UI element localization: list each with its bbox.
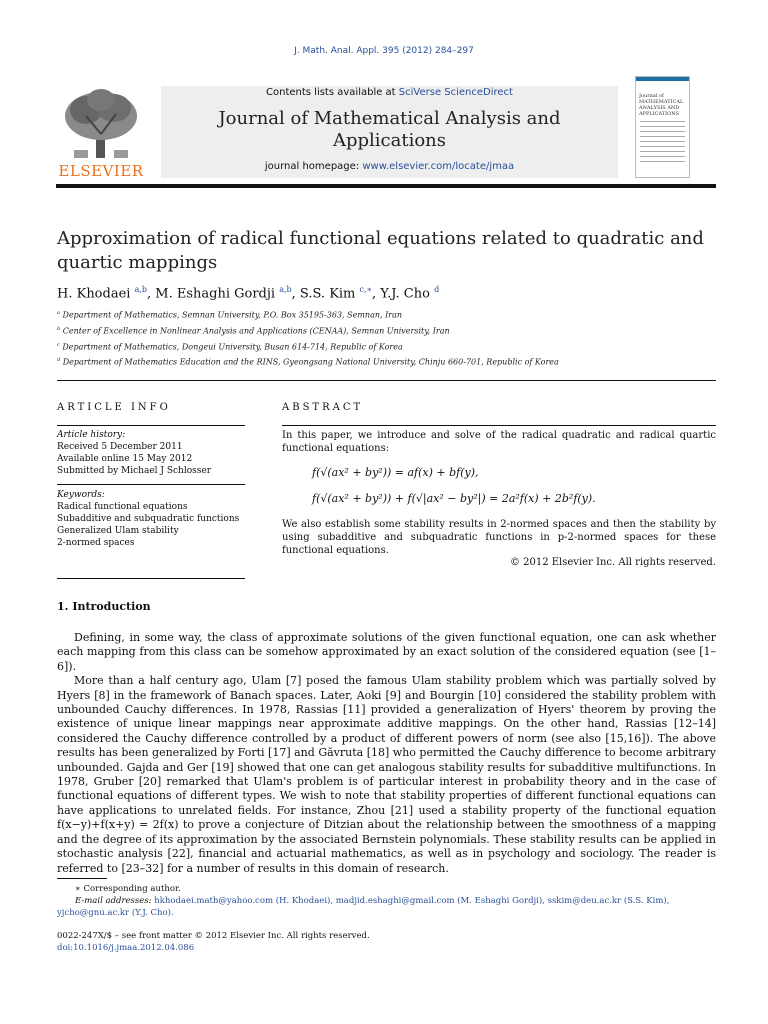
history-item: Available online 15 May 2012 (57, 454, 193, 464)
homepage-prefix: journal homepage: (264, 161, 363, 172)
journal-homepage (161, 161, 618, 172)
paper-title: Approximation of radical functional equations related to quadratic and quartic mappings (57, 228, 704, 273)
cover-title: Journal of MATHEMATICAL ANALYSIS AND APPLICATIONS (639, 93, 684, 117)
journal-cover-thumbnail[interactable] (635, 76, 690, 178)
contents-prefix: Contents lists available at (266, 87, 399, 98)
elsevier-logo[interactable] (56, 86, 146, 180)
author-list: H. Khodaei $^{a,b}$, M. Eshaghi Gordji $^{a,b}$, S.S. Kim $^{c,∗}$, Y.J. Cho $^d$ (57, 285, 440, 302)
paragraph: More than a half century ago, Ulam [7] posed the famous Ulam stability problem which was partially solved by Hyers [8] in the framework of Banach spaces. Later, Aoki [9] and Bourgin [10] considered the stability problem with unbounded Cauchy differences. In 1978, Rassias [11] provided a generalization of Hyers' theorem by proving the existence of unique linear mappings near approximate additive mappings. On the other hand, Rassias [12–14] considered the Cauchy difference controlled by a product of different powers of norm (see also [15,16]). The above results has been generalized by Forti [17] and Găvruta [18] who permitted the Cauchy difference to become arbitrary unbounded. Gajda and Ger [19] showed that one can get analogous stability results for subadditive multifunctions. In 1978, Gruber [20] remarked that Ulam's problem is of particular interest in probability theory and in the case of functional equations of different types. We wish to note that stability properties of different functional equations can have applications to unrelated fields. For instance, Zhou [21] used a stability property of the functional equation f(x−y)+f(x+y) = 2f(x) to prove a conjecture of Ditzian about the relationship between the smoothness of a mapping and the degree of its approximation by the associated Bernstein polynomials. These stability results can be applied in stochastic analysis [22], financial and actuarial mathematics, as well as in psychology and sociology. The reader is referred to [23–32] for a number of results in this domain of research. (57, 674, 716, 875)
keywords (57, 489, 247, 549)
equation-radical-quartic: f(√(ax² + by²)) + f(√|ax² − by²|) = 2a²f(x) + 2b²f(y). (312, 492, 596, 505)
keywords-rule (57, 484, 245, 485)
article-info-rule (57, 425, 245, 426)
contents-line (161, 87, 618, 98)
footnotes (57, 883, 717, 919)
history-label: Article history: (57, 430, 126, 440)
author-affiliation-mark[interactable]: a,b (279, 285, 292, 294)
homepage-link[interactable]: www.elsevier.com/locate/jmaa (362, 161, 515, 172)
keyword: Subadditive and subquadratic functions (57, 514, 240, 524)
affiliation: $^a$ Department of Mathematics, Semnan University, P.O. Box 35195-363, Semnan, Iran (57, 310, 402, 320)
history-item: Received 5 December 2011 (57, 442, 183, 452)
abstract-outro: We also establish some stability results in 2-normed spaces and then the stability by using subadditive and subquadratic functions in p-2-normed spaces for these functional equations. (282, 519, 716, 556)
author-name[interactable]: M. Eshaghi Gordji (155, 286, 276, 302)
affiliation-rule (57, 380, 716, 381)
history-item: Submitted by Michael J Schlosser (57, 466, 212, 476)
keyword: 2-normed spaces (57, 538, 135, 548)
issn-line: 0022-247X/$ – see front matter © 2012 Elsevier Inc. All rights reserved. (57, 931, 370, 941)
affiliation: $^b$ Center of Excellence in Nonlinear Analysis and Applications (CENAA), Semnan University, Iran (57, 326, 450, 336)
author-affiliation-mark[interactable]: a,b (134, 285, 148, 294)
email-links[interactable]: hkhodaei.math@yahoo.com (H. Khodaei), madjid.eshaghi@gmail.com (M. Eshaghi Gordji), sskim@deu.ac.kr (S.S. Kim), (154, 896, 670, 906)
journal-title: Journal of Mathematical Analysis and Applications (218, 108, 561, 151)
keyword: Radical functional equations (57, 502, 188, 512)
cover-band (636, 77, 689, 81)
publisher-name: ELSEVIER (58, 162, 144, 180)
section-heading-introduction: 1. Introduction (57, 600, 151, 613)
abstract-rule (282, 425, 716, 426)
front-matter (57, 930, 370, 954)
cover-contents-lines (640, 121, 685, 166)
elsevier-tree-icon (56, 86, 146, 160)
article-history (57, 429, 247, 477)
abstract-copyright: © 2012 Elsevier Inc. All rights reserved. (509, 557, 716, 568)
article-info-heading: ARTICLE INFO (57, 402, 171, 413)
doi-link[interactable]: doi:10.1016/j.jmaa.2012.04.086 (57, 943, 195, 953)
affiliation: $^c$ Department of Mathematics, Dongeui University, Busan 614-714, Republic of Korea (57, 342, 403, 352)
footnote-rule (57, 878, 107, 879)
email-addresses-cont[interactable]: yjcho@gnu.ac.kr (Y.J. Cho). (57, 908, 174, 918)
email-label: E-mail addresses: (75, 896, 152, 906)
keyword: Generalized Ulam stability (57, 526, 179, 536)
abstract-heading: ABSTRACT (282, 402, 364, 413)
author-name[interactable]: S.S. Kim (299, 286, 356, 302)
author-name[interactable]: H. Khodaei (57, 286, 131, 302)
abstract-intro: In this paper, we introduce and solve of the radical quadratic and radical quartic functional equations: (282, 430, 716, 454)
sciencedirect-link[interactable]: SciVerse ScienceDirect (398, 87, 513, 98)
journal-citation[interactable]: J. Math. Anal. Appl. 395 (2012) 284–297 (294, 46, 474, 56)
author-name[interactable]: Y.J. Cho (380, 286, 430, 302)
info-bottom-rule (57, 578, 245, 579)
keywords-label: Keywords: (57, 490, 105, 500)
author-affiliation-mark[interactable]: d (434, 285, 440, 294)
journal-header (161, 86, 618, 178)
equation-radical-quadratic: f(√(ax² + by²)) = af(x) + bf(y), (312, 466, 479, 479)
introduction-body (57, 631, 716, 876)
author-affiliation-mark[interactable]: c,∗ (359, 285, 372, 294)
corresponding-author-note: ∗ Corresponding author. (75, 884, 181, 894)
paragraph: Defining, in some way, the class of approximate solutions of the given functional equation, one can ask whether each mapping from this class can be somehow approximated by an exact solution of the considered equation (see [1–6]). (57, 631, 716, 673)
email-addresses (57, 895, 717, 907)
affiliation: $^d$ Department of Mathematics Education and the RINS, Gyeongsang National University, Chinju 660-701, Republic of Korea (57, 357, 559, 367)
header-rule (56, 184, 716, 188)
